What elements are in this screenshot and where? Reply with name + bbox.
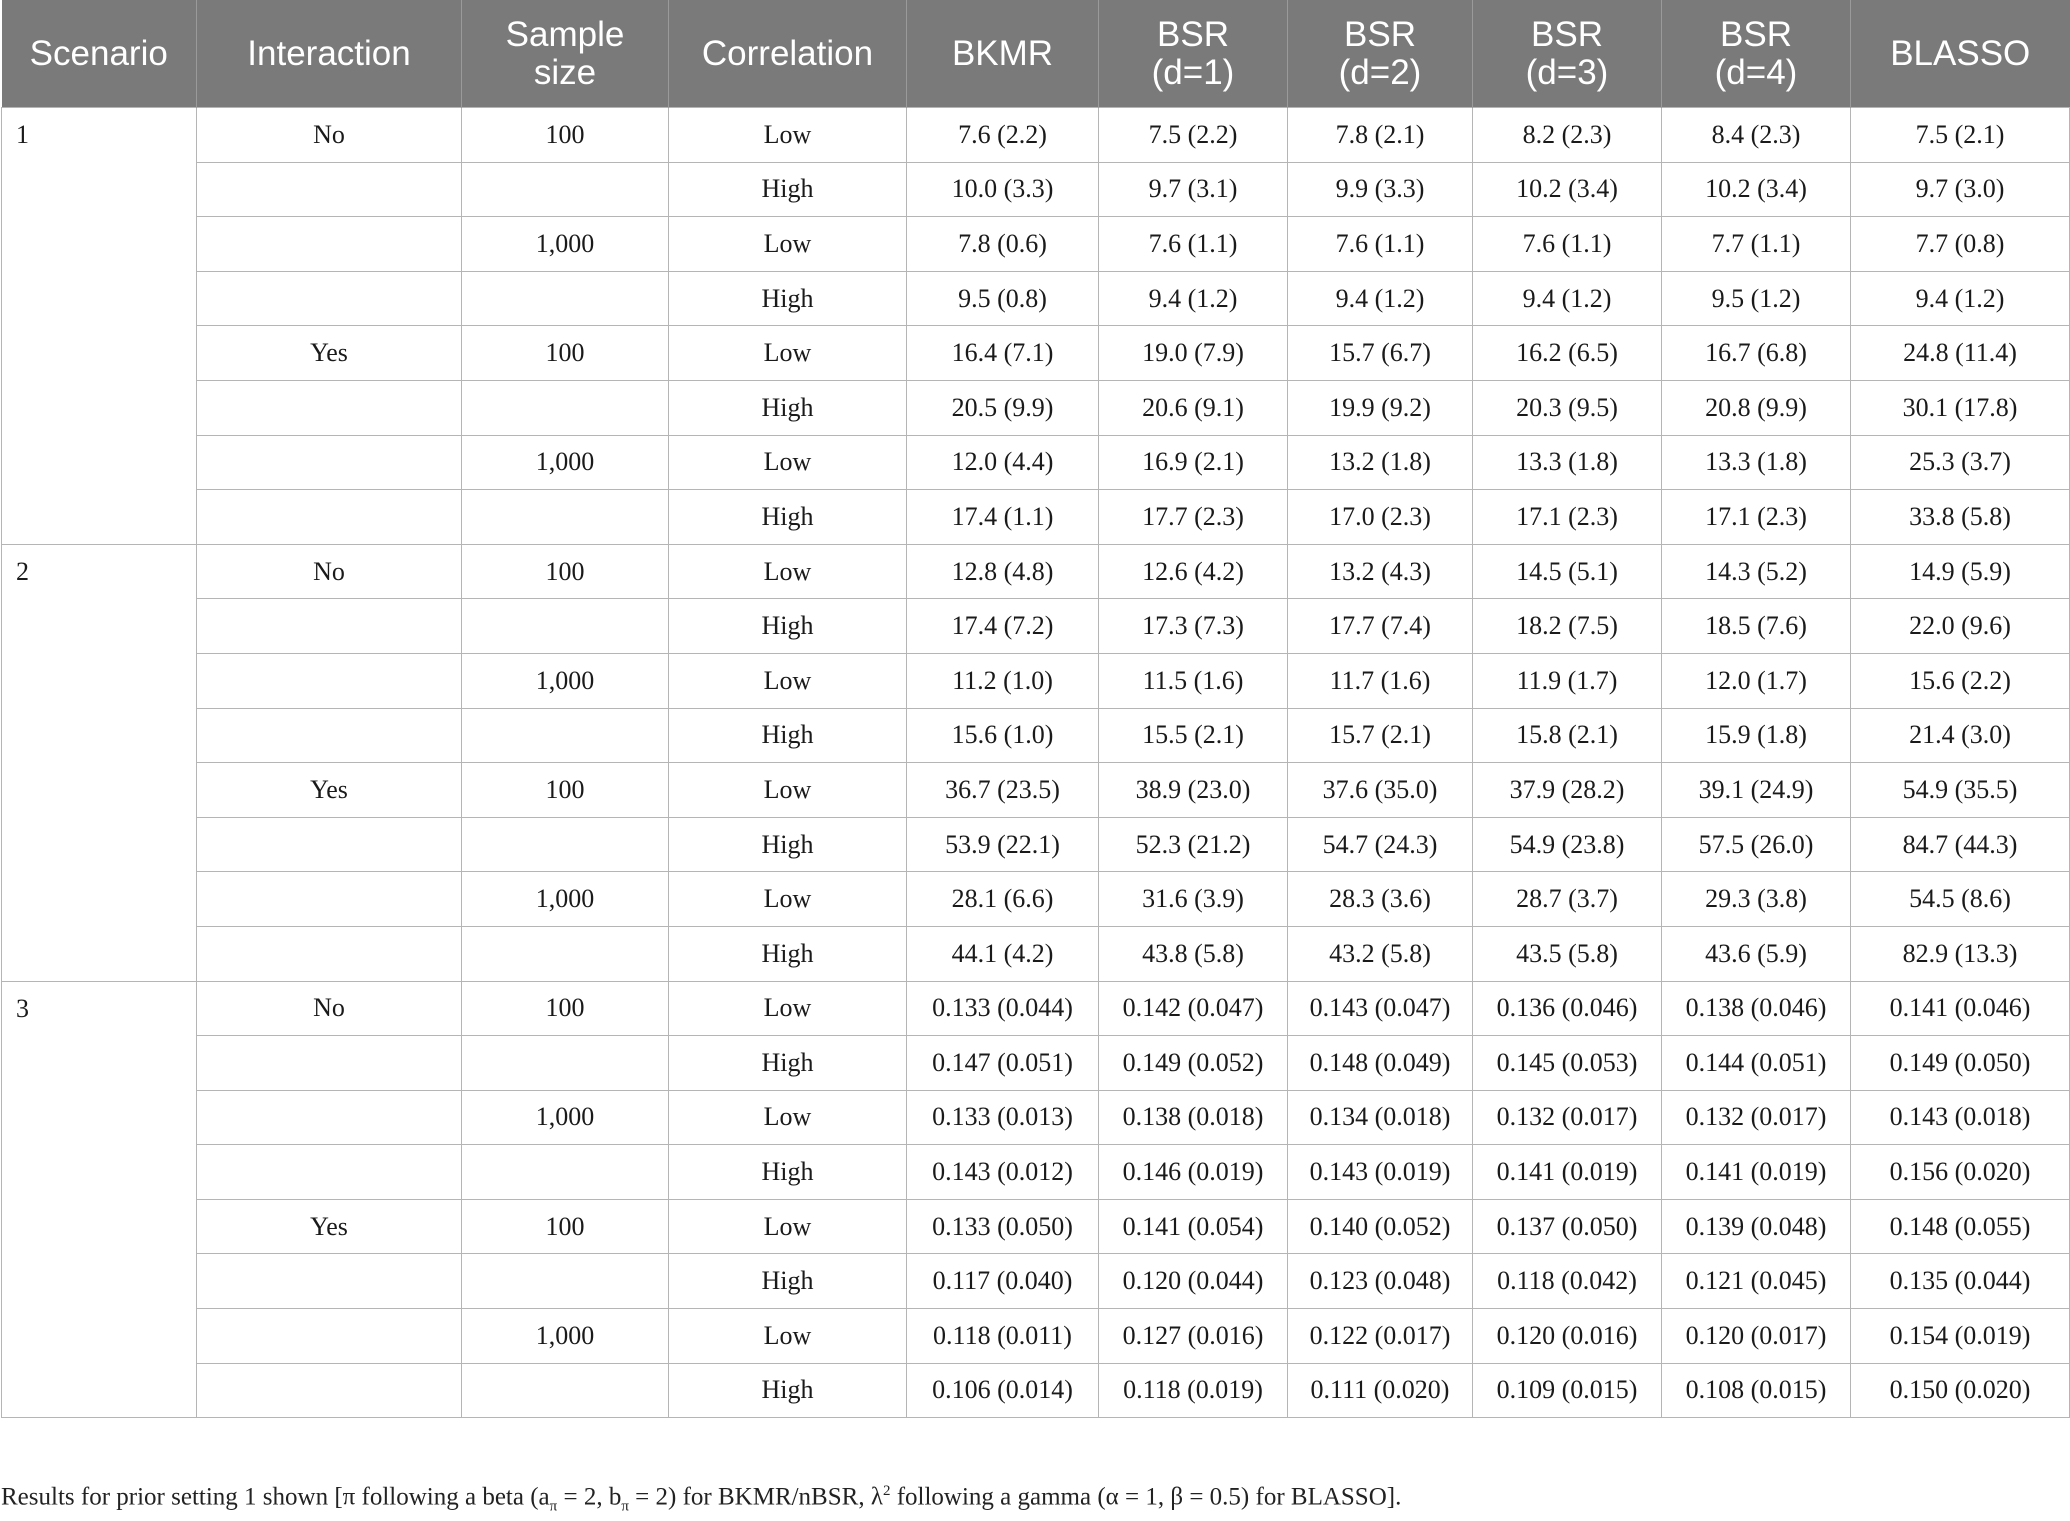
footnote-text: = 2, b bbox=[557, 1483, 622, 1511]
value-cell: 0.121 (0.045) bbox=[1662, 1254, 1851, 1309]
table-row bbox=[2, 108, 2070, 163]
value-cell: 52.3 (21.2) bbox=[1099, 817, 1288, 872]
value-cell: 0.148 (0.049) bbox=[1288, 1036, 1473, 1091]
sample-size-cell bbox=[462, 1363, 669, 1418]
value-cell: 54.9 (23.8) bbox=[1473, 817, 1662, 872]
column-header-text: BSR bbox=[1720, 14, 1792, 54]
value-cell: 0.120 (0.016) bbox=[1473, 1309, 1662, 1364]
value-cell: 0.139 (0.048) bbox=[1662, 1199, 1851, 1254]
value-cell: 15.7 (6.7) bbox=[1288, 326, 1473, 381]
column-header-text: (d=2) bbox=[1338, 52, 1422, 92]
value-cell: 15.9 (1.8) bbox=[1662, 708, 1851, 763]
value-cell: 0.148 (0.055) bbox=[1851, 1199, 2070, 1254]
value-cell: 0.132 (0.017) bbox=[1662, 1090, 1851, 1145]
correlation-cell: High bbox=[669, 926, 907, 981]
sample-size-cell bbox=[462, 380, 669, 435]
sample-size-cell bbox=[462, 926, 669, 981]
footnote-text: = 2) for BKMR/nBSR, λ bbox=[628, 1483, 883, 1511]
value-cell: 38.9 (23.0) bbox=[1099, 763, 1288, 818]
value-cell: 17.7 (2.3) bbox=[1099, 490, 1288, 545]
value-cell: 17.1 (2.3) bbox=[1473, 490, 1662, 545]
sample-size-cell: 100 bbox=[462, 108, 669, 163]
value-cell: 33.8 (5.8) bbox=[1851, 490, 2070, 545]
value-cell: 14.9 (5.9) bbox=[1851, 544, 2070, 599]
value-cell: 10.2 (3.4) bbox=[1662, 162, 1851, 217]
value-cell: 54.7 (24.3) bbox=[1288, 817, 1473, 872]
column-header-text: BSR bbox=[1157, 14, 1229, 54]
value-cell: 12.0 (1.7) bbox=[1662, 653, 1851, 708]
correlation-cell: Low bbox=[669, 1309, 907, 1364]
value-cell: 0.141 (0.019) bbox=[1473, 1145, 1662, 1200]
value-cell: 43.5 (5.8) bbox=[1473, 926, 1662, 981]
value-cell: 7.8 (2.1) bbox=[1288, 108, 1473, 163]
table-row bbox=[2, 162, 2070, 217]
table-row bbox=[2, 1363, 2070, 1418]
value-cell: 0.142 (0.047) bbox=[1099, 981, 1288, 1036]
value-cell: 39.1 (24.9) bbox=[1662, 763, 1851, 818]
interaction-cell bbox=[197, 817, 462, 872]
value-cell: 17.0 (2.3) bbox=[1288, 490, 1473, 545]
value-cell: 54.5 (8.6) bbox=[1851, 872, 2070, 927]
value-cell: 0.145 (0.053) bbox=[1473, 1036, 1662, 1091]
value-cell: 10.2 (3.4) bbox=[1473, 162, 1662, 217]
value-cell: 54.9 (35.5) bbox=[1851, 763, 2070, 818]
table-row bbox=[2, 544, 2070, 599]
value-cell: 7.7 (1.1) bbox=[1662, 217, 1851, 272]
column-header-bsr-d2 bbox=[1288, 0, 1473, 108]
value-cell: 43.8 (5.8) bbox=[1099, 926, 1288, 981]
value-cell: 9.4 (1.2) bbox=[1099, 271, 1288, 326]
value-cell: 11.5 (1.6) bbox=[1099, 653, 1288, 708]
interaction-cell bbox=[197, 1254, 462, 1309]
footnote-text: Results for prior setting 1 shown [π following a beta (a bbox=[1, 1483, 550, 1511]
value-cell: 11.9 (1.7) bbox=[1473, 653, 1662, 708]
column-header-interaction bbox=[197, 0, 462, 108]
correlation-cell: High bbox=[669, 708, 907, 763]
column-header-text: (d=4) bbox=[1714, 52, 1798, 92]
interaction-cell: Yes bbox=[197, 326, 462, 381]
column-header-bsr-d4 bbox=[1662, 0, 1851, 108]
table-row bbox=[2, 380, 2070, 435]
table-row bbox=[2, 981, 2070, 1036]
value-cell: 0.140 (0.052) bbox=[1288, 1199, 1473, 1254]
value-cell: 7.6 (2.2) bbox=[907, 108, 1099, 163]
value-cell: 20.5 (9.9) bbox=[907, 380, 1099, 435]
correlation-cell: High bbox=[669, 817, 907, 872]
sample-size-cell bbox=[462, 1145, 669, 1200]
value-cell: 15.8 (2.1) bbox=[1473, 708, 1662, 763]
table-row bbox=[2, 326, 2070, 381]
value-cell: 8.4 (2.3) bbox=[1662, 108, 1851, 163]
value-cell: 0.143 (0.018) bbox=[1851, 1090, 2070, 1145]
value-cell: 14.5 (5.1) bbox=[1473, 544, 1662, 599]
sample-size-cell: 100 bbox=[462, 1199, 669, 1254]
interaction-cell bbox=[197, 435, 462, 490]
column-header-sample-size bbox=[462, 0, 669, 108]
value-cell: 17.4 (7.2) bbox=[907, 599, 1099, 654]
table-row bbox=[2, 763, 2070, 818]
value-cell: 22.0 (9.6) bbox=[1851, 599, 2070, 654]
value-cell: 0.149 (0.052) bbox=[1099, 1036, 1288, 1091]
value-cell: 9.5 (1.2) bbox=[1662, 271, 1851, 326]
table-row bbox=[2, 435, 2070, 490]
value-cell: 0.109 (0.015) bbox=[1473, 1363, 1662, 1418]
table-row bbox=[2, 217, 2070, 272]
column-header-text: BLASSO bbox=[1890, 33, 2031, 73]
table-row bbox=[2, 708, 2070, 763]
interaction-cell bbox=[197, 599, 462, 654]
value-cell: 18.2 (7.5) bbox=[1473, 599, 1662, 654]
sample-size-cell: 1,000 bbox=[462, 653, 669, 708]
correlation-cell: High bbox=[669, 490, 907, 545]
correlation-cell: High bbox=[669, 599, 907, 654]
interaction-cell bbox=[197, 217, 462, 272]
column-header-text: BSR bbox=[1344, 14, 1416, 54]
value-cell: 13.3 (1.8) bbox=[1473, 435, 1662, 490]
value-cell: 9.4 (1.2) bbox=[1473, 271, 1662, 326]
value-cell: 0.146 (0.019) bbox=[1099, 1145, 1288, 1200]
value-cell: 0.120 (0.017) bbox=[1662, 1309, 1851, 1364]
interaction-cell bbox=[197, 490, 462, 545]
header-row bbox=[2, 0, 2070, 108]
value-cell: 11.7 (1.6) bbox=[1288, 653, 1473, 708]
sample-size-cell bbox=[462, 490, 669, 545]
interaction-cell bbox=[197, 926, 462, 981]
value-cell: 8.2 (2.3) bbox=[1473, 108, 1662, 163]
value-cell: 84.7 (44.3) bbox=[1851, 817, 2070, 872]
value-cell: 14.3 (5.2) bbox=[1662, 544, 1851, 599]
sample-size-cell: 100 bbox=[462, 763, 669, 818]
column-header-text: BKMR bbox=[951, 33, 1054, 73]
value-cell: 0.134 (0.018) bbox=[1288, 1090, 1473, 1145]
value-cell: 17.4 (1.1) bbox=[907, 490, 1099, 545]
table-header bbox=[2, 0, 2070, 108]
value-cell: 30.1 (17.8) bbox=[1851, 380, 2070, 435]
value-cell: 12.6 (4.2) bbox=[1099, 544, 1288, 599]
scenario-cell: 1 bbox=[2, 108, 197, 545]
sample-size-cell: 100 bbox=[462, 544, 669, 599]
value-cell: 28.1 (6.6) bbox=[907, 872, 1099, 927]
value-cell: 43.6 (5.9) bbox=[1662, 926, 1851, 981]
interaction-cell bbox=[197, 1309, 462, 1364]
column-header-text: Sample bbox=[505, 14, 625, 54]
sample-size-cell: 1,000 bbox=[462, 435, 669, 490]
value-cell: 7.7 (0.8) bbox=[1851, 217, 2070, 272]
value-cell: 53.9 (22.1) bbox=[907, 817, 1099, 872]
value-cell: 7.6 (1.1) bbox=[1473, 217, 1662, 272]
value-cell: 82.9 (13.3) bbox=[1851, 926, 2070, 981]
value-cell: 0.150 (0.020) bbox=[1851, 1363, 2070, 1418]
value-cell: 20.8 (9.9) bbox=[1662, 380, 1851, 435]
value-cell: 15.6 (1.0) bbox=[907, 708, 1099, 763]
value-cell: 9.4 (1.2) bbox=[1288, 271, 1473, 326]
table-row bbox=[2, 872, 2070, 927]
table-row bbox=[2, 1090, 2070, 1145]
value-cell: 0.111 (0.020) bbox=[1288, 1363, 1473, 1418]
value-cell: 0.118 (0.011) bbox=[907, 1309, 1099, 1364]
column-header-correlation bbox=[669, 0, 907, 108]
value-cell: 0.141 (0.019) bbox=[1662, 1145, 1851, 1200]
value-cell: 29.3 (3.8) bbox=[1662, 872, 1851, 927]
column-header-text: size bbox=[533, 52, 597, 92]
correlation-cell: High bbox=[669, 162, 907, 217]
value-cell: 17.3 (7.3) bbox=[1099, 599, 1288, 654]
interaction-cell bbox=[197, 1090, 462, 1145]
value-cell: 7.6 (1.1) bbox=[1288, 217, 1473, 272]
correlation-cell: High bbox=[669, 380, 907, 435]
value-cell: 0.127 (0.016) bbox=[1099, 1309, 1288, 1364]
value-cell: 13.2 (1.8) bbox=[1288, 435, 1473, 490]
footnote-text: following a gamma (α = 1, β = 0.5) for BLASSO]. bbox=[890, 1483, 1402, 1511]
interaction-cell bbox=[197, 1363, 462, 1418]
table-row bbox=[2, 653, 2070, 708]
interaction-cell bbox=[197, 872, 462, 927]
interaction-cell bbox=[197, 380, 462, 435]
value-cell: 19.9 (9.2) bbox=[1288, 380, 1473, 435]
sample-size-cell bbox=[462, 817, 669, 872]
value-cell: 0.137 (0.050) bbox=[1473, 1199, 1662, 1254]
value-cell: 15.6 (2.2) bbox=[1851, 653, 2070, 708]
interaction-cell bbox=[197, 1036, 462, 1091]
value-cell: 0.133 (0.044) bbox=[907, 981, 1099, 1036]
value-cell: 0.123 (0.048) bbox=[1288, 1254, 1473, 1309]
correlation-cell: Low bbox=[669, 544, 907, 599]
column-header-text: BSR bbox=[1531, 14, 1603, 54]
scenario-cell: 3 bbox=[2, 981, 197, 1418]
value-cell: 0.135 (0.044) bbox=[1851, 1254, 2070, 1309]
table-row bbox=[2, 1036, 2070, 1091]
value-cell: 24.8 (11.4) bbox=[1851, 326, 2070, 381]
value-cell: 0.133 (0.013) bbox=[907, 1090, 1099, 1145]
column-header-bsr-d1 bbox=[1099, 0, 1288, 108]
correlation-cell: High bbox=[669, 1145, 907, 1200]
correlation-cell: Low bbox=[669, 872, 907, 927]
table-row bbox=[2, 271, 2070, 326]
value-cell: 0.117 (0.040) bbox=[907, 1254, 1099, 1309]
table-row bbox=[2, 1254, 2070, 1309]
sample-size-cell bbox=[462, 599, 669, 654]
table-row bbox=[2, 490, 2070, 545]
value-cell: 17.1 (2.3) bbox=[1662, 490, 1851, 545]
value-cell: 28.3 (3.6) bbox=[1288, 872, 1473, 927]
value-cell: 19.0 (7.9) bbox=[1099, 326, 1288, 381]
column-header-text: (d=3) bbox=[1525, 52, 1609, 92]
value-cell: 11.2 (1.0) bbox=[907, 653, 1099, 708]
table-row bbox=[2, 599, 2070, 654]
value-cell: 10.0 (3.3) bbox=[907, 162, 1099, 217]
interaction-cell: Yes bbox=[197, 1199, 462, 1254]
value-cell: 57.5 (26.0) bbox=[1662, 817, 1851, 872]
correlation-cell: Low bbox=[669, 981, 907, 1036]
value-cell: 16.2 (6.5) bbox=[1473, 326, 1662, 381]
value-cell: 12.8 (4.8) bbox=[907, 544, 1099, 599]
correlation-cell: High bbox=[669, 1254, 907, 1309]
column-header-text: Correlation bbox=[701, 33, 874, 73]
results-table bbox=[1, 0, 2070, 1418]
value-cell: 0.156 (0.020) bbox=[1851, 1145, 2070, 1200]
table-row bbox=[2, 1199, 2070, 1254]
interaction-cell: No bbox=[197, 108, 462, 163]
value-cell: 7.5 (2.2) bbox=[1099, 108, 1288, 163]
value-cell: 0.141 (0.046) bbox=[1851, 981, 2070, 1036]
correlation-cell: Low bbox=[669, 217, 907, 272]
value-cell: 7.5 (2.1) bbox=[1851, 108, 2070, 163]
column-header-blasso bbox=[1851, 0, 2070, 108]
value-cell: 9.4 (1.2) bbox=[1851, 271, 2070, 326]
correlation-cell: Low bbox=[669, 108, 907, 163]
sample-size-cell bbox=[462, 1254, 669, 1309]
value-cell: 15.7 (2.1) bbox=[1288, 708, 1473, 763]
table-row bbox=[2, 1145, 2070, 1200]
value-cell: 7.6 (1.1) bbox=[1099, 217, 1288, 272]
value-cell: 20.6 (9.1) bbox=[1099, 380, 1288, 435]
value-cell: 0.149 (0.050) bbox=[1851, 1036, 2070, 1091]
value-cell: 13.3 (1.8) bbox=[1662, 435, 1851, 490]
value-cell: 9.9 (3.3) bbox=[1288, 162, 1473, 217]
value-cell: 0.138 (0.046) bbox=[1662, 981, 1851, 1036]
column-header-text: (d=1) bbox=[1151, 52, 1235, 92]
column-header-bsr-d3 bbox=[1473, 0, 1662, 108]
value-cell: 16.7 (6.8) bbox=[1662, 326, 1851, 381]
sample-size-cell bbox=[462, 271, 669, 326]
table-row bbox=[2, 1309, 2070, 1364]
value-cell: 44.1 (4.2) bbox=[907, 926, 1099, 981]
value-cell: 21.4 (3.0) bbox=[1851, 708, 2070, 763]
interaction-cell bbox=[197, 271, 462, 326]
value-cell: 20.3 (9.5) bbox=[1473, 380, 1662, 435]
value-cell: 37.9 (28.2) bbox=[1473, 763, 1662, 818]
sample-size-cell: 1,000 bbox=[462, 1309, 669, 1364]
value-cell: 0.120 (0.044) bbox=[1099, 1254, 1288, 1309]
column-header-text: Interaction bbox=[247, 33, 411, 73]
value-cell: 0.133 (0.050) bbox=[907, 1199, 1099, 1254]
sample-size-cell: 1,000 bbox=[462, 1090, 669, 1145]
value-cell: 0.118 (0.019) bbox=[1099, 1363, 1288, 1418]
value-cell: 0.118 (0.042) bbox=[1473, 1254, 1662, 1309]
sample-size-cell bbox=[462, 162, 669, 217]
sample-size-cell bbox=[462, 1036, 669, 1091]
correlation-cell: High bbox=[669, 271, 907, 326]
value-cell: 0.141 (0.054) bbox=[1099, 1199, 1288, 1254]
value-cell: 36.7 (23.5) bbox=[907, 763, 1099, 818]
value-cell: 0.132 (0.017) bbox=[1473, 1090, 1662, 1145]
table-row bbox=[2, 817, 2070, 872]
correlation-cell: Low bbox=[669, 326, 907, 381]
value-cell: 0.122 (0.017) bbox=[1288, 1309, 1473, 1364]
footnote-sub: π bbox=[549, 1498, 558, 1515]
value-cell: 15.5 (2.1) bbox=[1099, 708, 1288, 763]
value-cell: 0.143 (0.012) bbox=[907, 1145, 1099, 1200]
value-cell: 25.3 (3.7) bbox=[1851, 435, 2070, 490]
value-cell: 9.7 (3.0) bbox=[1851, 162, 2070, 217]
interaction-cell: Yes bbox=[197, 763, 462, 818]
value-cell: 37.6 (35.0) bbox=[1288, 763, 1473, 818]
value-cell: 16.4 (7.1) bbox=[907, 326, 1099, 381]
correlation-cell: Low bbox=[669, 763, 907, 818]
interaction-cell bbox=[197, 162, 462, 217]
value-cell: 13.2 (4.3) bbox=[1288, 544, 1473, 599]
value-cell: 12.0 (4.4) bbox=[907, 435, 1099, 490]
value-cell: 0.143 (0.019) bbox=[1288, 1145, 1473, 1200]
value-cell: 43.2 (5.8) bbox=[1288, 926, 1473, 981]
sample-size-cell bbox=[462, 708, 669, 763]
value-cell: 17.7 (7.4) bbox=[1288, 599, 1473, 654]
value-cell: 0.147 (0.051) bbox=[907, 1036, 1099, 1091]
value-cell: 9.7 (3.1) bbox=[1099, 162, 1288, 217]
correlation-cell: Low bbox=[669, 653, 907, 708]
column-header-scenario bbox=[2, 0, 197, 108]
table-row bbox=[2, 926, 2070, 981]
value-cell: 0.138 (0.018) bbox=[1099, 1090, 1288, 1145]
interaction-cell bbox=[197, 1145, 462, 1200]
sample-size-cell: 100 bbox=[462, 981, 669, 1036]
correlation-cell: Low bbox=[669, 1199, 907, 1254]
sample-size-cell: 1,000 bbox=[462, 217, 669, 272]
interaction-cell: No bbox=[197, 544, 462, 599]
value-cell: 0.136 (0.046) bbox=[1473, 981, 1662, 1036]
value-cell: 0.154 (0.019) bbox=[1851, 1309, 2070, 1364]
footnote bbox=[1, 1483, 1401, 1515]
column-header-text: Scenario bbox=[29, 33, 168, 73]
value-cell: 0.108 (0.015) bbox=[1662, 1363, 1851, 1418]
sample-size-cell: 1,000 bbox=[462, 872, 669, 927]
correlation-cell: Low bbox=[669, 1090, 907, 1145]
value-cell: 9.5 (0.8) bbox=[907, 271, 1099, 326]
footnote-sub: π bbox=[621, 1498, 629, 1515]
correlation-cell: High bbox=[669, 1036, 907, 1091]
value-cell: 7.8 (0.6) bbox=[907, 217, 1099, 272]
interaction-cell bbox=[197, 653, 462, 708]
value-cell: 16.9 (2.1) bbox=[1099, 435, 1288, 490]
footnote-sup: 2 bbox=[882, 1483, 891, 1499]
correlation-cell: Low bbox=[669, 435, 907, 490]
value-cell: 28.7 (3.7) bbox=[1473, 872, 1662, 927]
table-body bbox=[2, 108, 2070, 1418]
interaction-cell bbox=[197, 708, 462, 763]
value-cell: 31.6 (3.9) bbox=[1099, 872, 1288, 927]
value-cell: 18.5 (7.6) bbox=[1662, 599, 1851, 654]
column-header-bkmr bbox=[907, 0, 1099, 108]
correlation-cell: High bbox=[669, 1363, 907, 1418]
value-cell: 0.143 (0.047) bbox=[1288, 981, 1473, 1036]
sample-size-cell: 100 bbox=[462, 326, 669, 381]
value-cell: 0.144 (0.051) bbox=[1662, 1036, 1851, 1091]
value-cell: 0.106 (0.014) bbox=[907, 1363, 1099, 1418]
scenario-cell: 2 bbox=[2, 544, 197, 981]
interaction-cell: No bbox=[197, 981, 462, 1036]
